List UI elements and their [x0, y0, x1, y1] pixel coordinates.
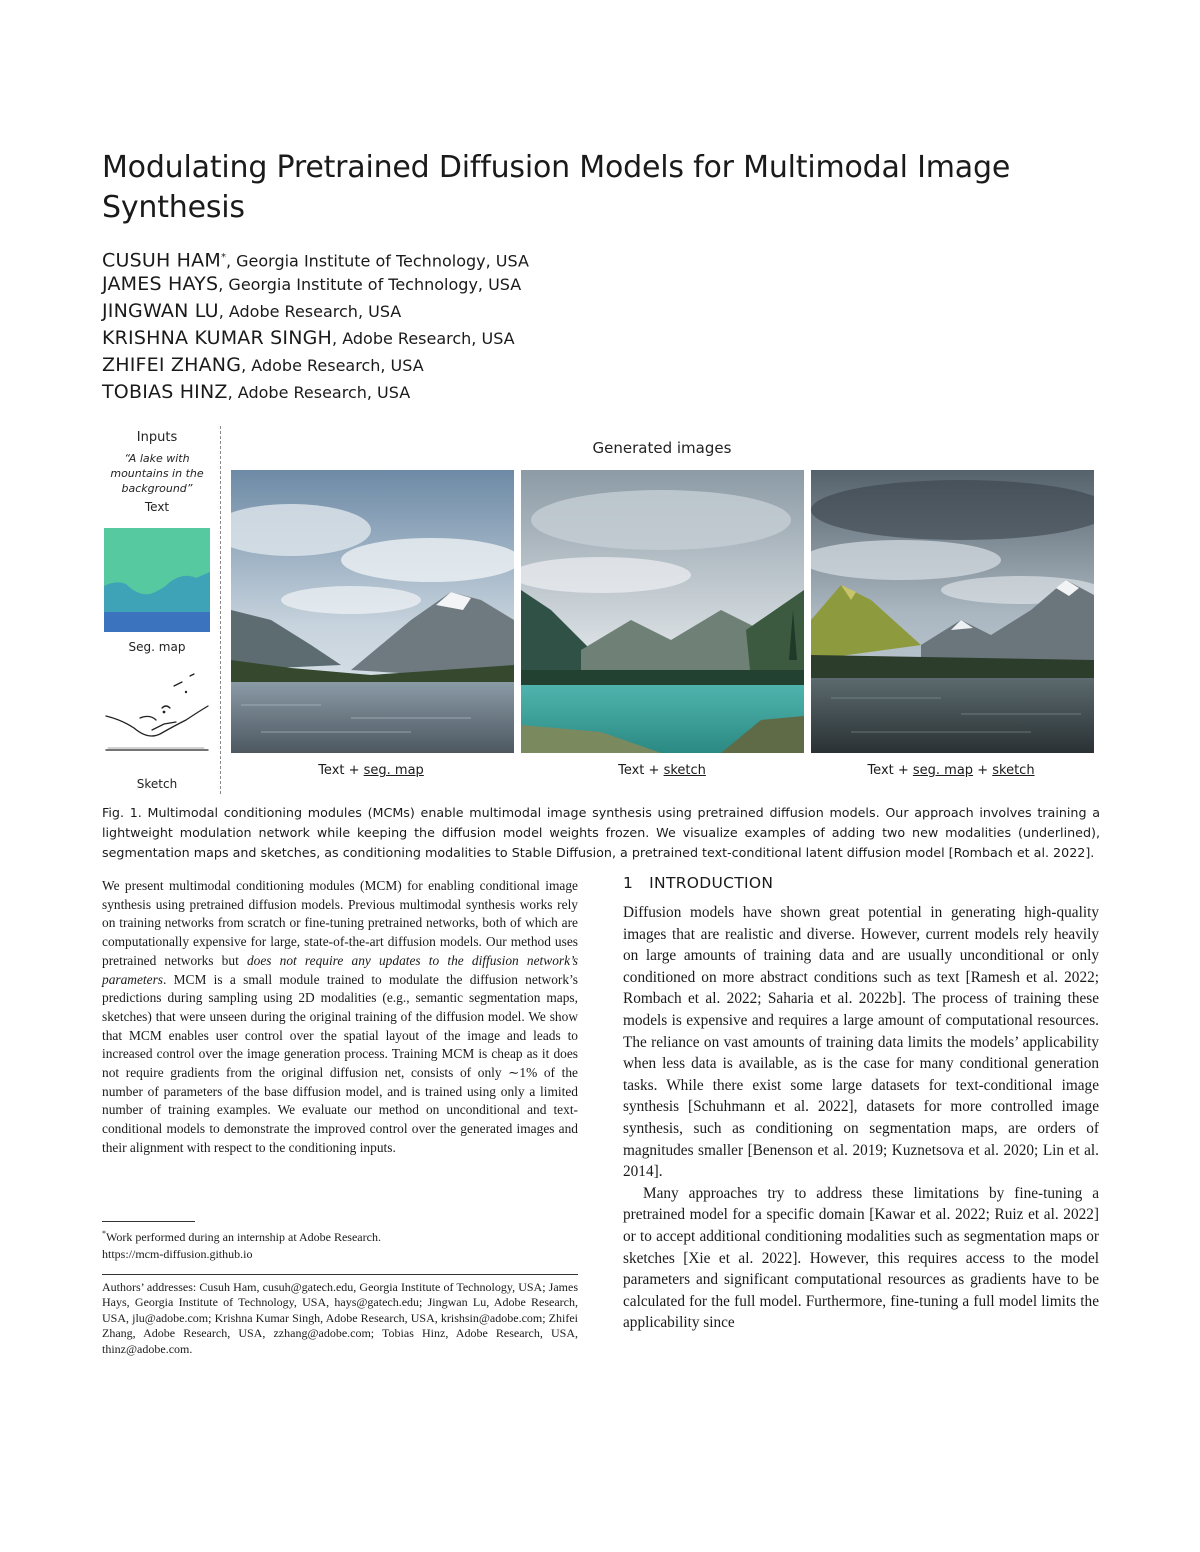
- section-title: INTRODUCTION: [649, 874, 774, 892]
- author-list: [102, 244, 802, 406]
- caption-sketch: [517, 763, 807, 778]
- caption-modality: seg. map: [363, 763, 424, 778]
- author-name: ZHIFEI ZHANG: [102, 354, 242, 376]
- abstract-text: We present multimodal conditioning modules (MCM) for enabling conditional image synthesis using pretrained diffusion models. Previous multimodal synthesis works rely on training networks from scratch or fine-tuning pretrained networks, both of which are computationally expensive for large, state-of-the-art diffusion models. Our method uses pretrained networks but: [102, 878, 578, 968]
- figure-divider: [220, 426, 221, 794]
- abstract-text: . MCM is a small module trained to modulate the diffusion network’s predictions during sampling using 2D modalities (e.g., semantic segmentation maps, sketches) that were unseen during the original training of the diffusion model. We show that MCM enables user control over the spatial layout of the image and leads to increased control over the image generation process. Training MCM is cheap as it does not require gradients from the original diffusion net, consists of only ∼1% of the number of parameters of the base diffusion model, and is trained using only a limited number of training examples. We evaluate our method on unconditional and text-conditional models to demonstrate the improved control over the generated images and their alignment with respect to the conditioning inputs.: [102, 971, 578, 1155]
- author-line: [102, 244, 802, 271]
- caption-joiner: +: [973, 763, 993, 778]
- inputs-column: [98, 428, 216, 798]
- intro-paragraph-2: Many approaches try to address these limitations by fine-tuning a pretrained model for a specific domain [Kawar et al. 2022; Ruiz et al. 2022] or to accept additional conditioning modalities such as segmentation maps or sketches [Xie et al. 2022]. However, this requires access to the model parameters and significant computational resources as gradients have to be calculated for the full model. Furthermore, fine-tuning a full model limits the applicability since: [623, 1184, 1099, 1332]
- text-input-label: Text: [144, 500, 170, 514]
- footnote-rule: [102, 1221, 195, 1222]
- author-line: [102, 298, 802, 325]
- author-name: JINGWAN LU: [102, 300, 219, 322]
- text-prompt: “A lake with mountains in the background”: [110, 452, 204, 495]
- figure-caption: Fig. 1. Multimodal conditioning modules (MCMs) enable multimodal image synthesis using pretrained diffusion models. Our approach involves training a lightweight modulation network while keeping the diffusion model weights frozen. We visualize examples of adding two new modalities (underlined), segmentation maps and sketches, as conditioning modalities to Stable Diffusion, a pretrained text-conditional latent diffusion model [Rombach et al. 2022].: [102, 805, 1100, 860]
- caption-modality: sketch: [663, 763, 706, 778]
- author-line: [102, 352, 802, 379]
- author-affiliation: , Georgia Institute of Technology, USA: [225, 251, 529, 271]
- generated-image-seg-sketch: [811, 470, 1094, 753]
- segmentation-map: [104, 528, 210, 632]
- intro-paragraph-1: Diffusion models have shown great potential in generating high-quality images that are realistic and diverse. However, current models rely heavily on large amounts of training data and are usually unconditional or only conditioned on more abstract conditions such as text [Ramesh et al. 2022; Rombach et al. 2022; Saharia et al. 2022b]. The process of training these models is expensive and requires a large amount of computational resources. The reliance on vast amounts of training data limits the models’ applicability when less data is available, as is the case for many conditional generation tasks. While there exist some large datasets for text-conditional image synthesis [Schuhmann et al. 2022], datasets for more controlled image synthesis, such as conditioning on segmentation maps, are orders of magnitudes smaller [Benenson et al. 2019; Kuznetsova et al. 2020; Lin et al. 2014].: [623, 904, 1099, 1181]
- caption-modality: seg. map: [912, 763, 974, 778]
- generated-image-sketch: [521, 470, 804, 753]
- inputs-header: Inputs: [136, 430, 178, 445]
- author-name: TOBIAS HINZ: [102, 381, 228, 403]
- addresses-rule: [102, 1274, 578, 1275]
- footnotes: [102, 1226, 578, 1262]
- sketch-label: Sketch: [136, 777, 178, 791]
- author-affiliation: , Adobe Research, USA: [218, 302, 402, 321]
- generated-header: Generated images: [592, 439, 732, 457]
- paper-title: Modulating Pretrained Diffusion Models for Multimodal Image Synthesis: [102, 150, 1011, 225]
- author-line: [102, 271, 802, 298]
- segmap-label: Seg. map: [128, 640, 186, 654]
- footnote-internship: *Work performed during an internship at Adobe Research.: [102, 1229, 381, 1244]
- author-name: CUSUH HAM: [102, 249, 221, 272]
- caption-modality: sketch: [992, 763, 1035, 778]
- caption-prefix: Text +: [867, 763, 913, 778]
- caption-prefix: Text +: [318, 763, 364, 778]
- footnote-mark: *: [102, 1229, 106, 1238]
- author-affiliation: , Georgia Institute of Technology, USA: [218, 275, 522, 294]
- abstract: [102, 877, 578, 1158]
- caption-prefix: Text +: [618, 763, 664, 778]
- generated-image-seg: [231, 470, 514, 753]
- author-affiliation: , Adobe Research, USA: [332, 329, 515, 348]
- caption-seg-sketch: [806, 763, 1096, 778]
- author-name: KRISHNA KUMAR SINGH: [102, 327, 333, 349]
- project-url[interactable]: https://mcm-diffusion.github.io: [102, 1246, 253, 1261]
- caption-seg: [226, 763, 516, 778]
- author-addresses: Authors’ addresses: Cusuh Ham, cusuh@gatech.edu, Georgia Institute of Technology, USA; James Hays, Georgia Institute of Technology, USA, hays@gatech.edu; Jingwan Lu, Adobe Research, USA, jlu@adobe.com; Krishna Kumar Singh, Adobe Research, USA, krishsin@adobe.com; Zhifei Zhang, Adobe Research, USA, zzhang@adobe.com; Tobias Hinz, Adobe Research, USA, thinz@adobe.com.: [102, 1280, 578, 1356]
- abstract-emphasis: does not require any updates to the diffusion network’s parameters: [102, 952, 578, 987]
- author-line: [102, 325, 802, 352]
- sketch-input: [104, 664, 210, 764]
- author-affiliation: , Adobe Research, USA: [241, 356, 424, 375]
- author-affiliation: , Adobe Research, USA: [227, 383, 411, 402]
- section-number: 1: [623, 874, 634, 892]
- section-heading: [623, 874, 773, 892]
- introduction-body: [623, 902, 1099, 1334]
- footnote-mark: *: [220, 252, 226, 263]
- author-line: [102, 379, 802, 406]
- author-name: JAMES HAYS: [102, 273, 219, 295]
